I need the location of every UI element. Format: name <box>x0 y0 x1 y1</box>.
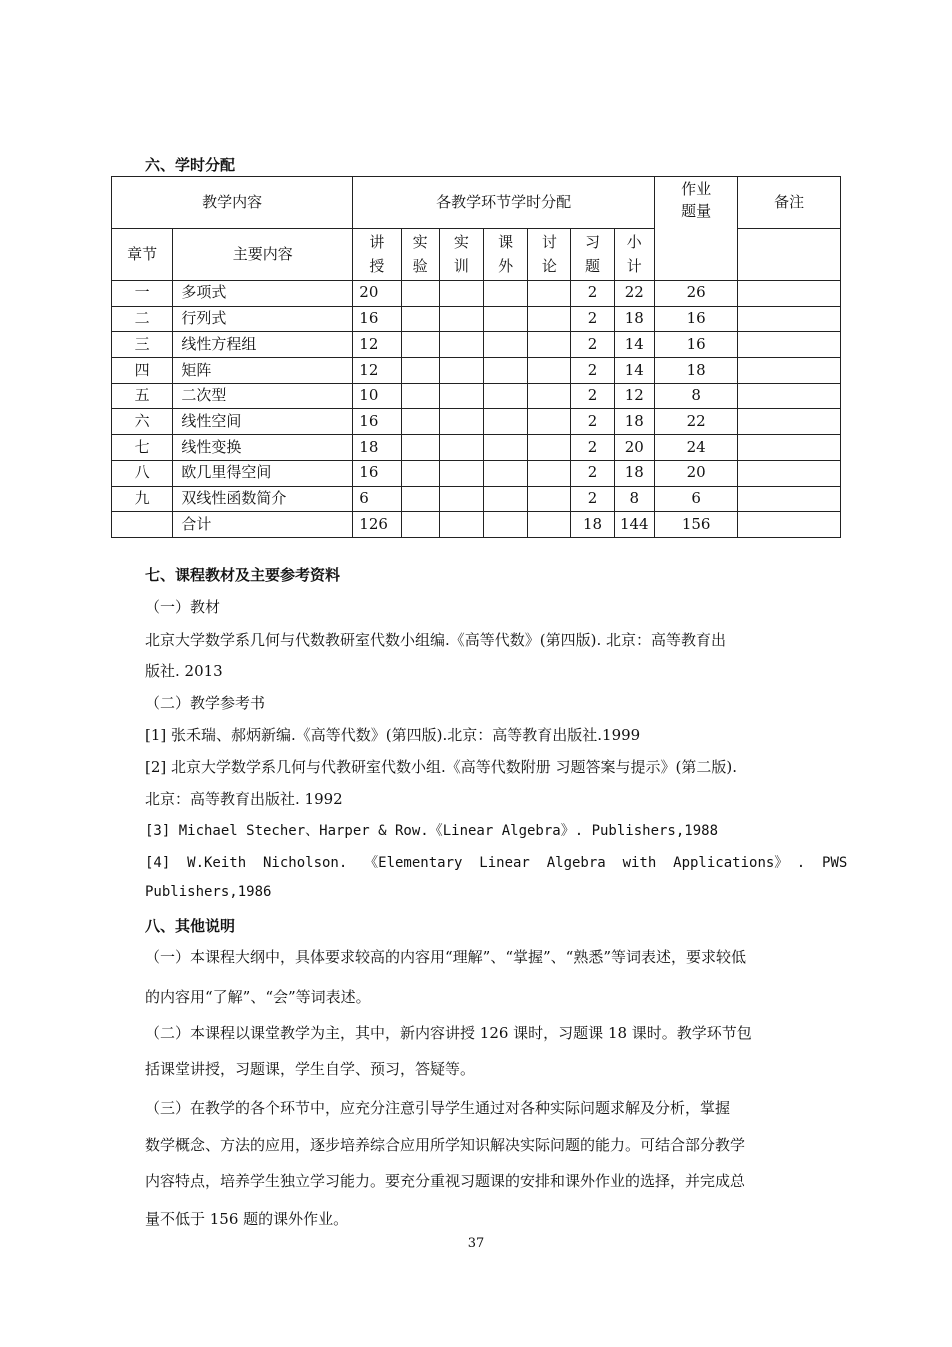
textbook-line-2: 版社. 2013 <box>145 662 223 680</box>
section-6-title: 六、学时分配 <box>145 156 236 174</box>
cell-subtotal: 8 <box>614 486 654 512</box>
cell-chapter: 二 <box>112 306 173 332</box>
cell-experiment <box>401 281 439 307</box>
table-row <box>112 281 841 307</box>
header-exercise: 习 题 <box>571 229 614 281</box>
cell-exercise: 2 <box>571 281 614 307</box>
note-3-line-1: （三）在教学的各个环节中，应充分注意引导学生通过对各种实际问题求解及分析，掌握 <box>145 1099 731 1117</box>
cell-experiment <box>401 486 439 512</box>
cell-notes <box>738 281 841 307</box>
cell-homework: 20 <box>654 460 737 486</box>
cell-homework: 156 <box>654 512 737 538</box>
cell-chapter: 四 <box>112 358 173 384</box>
note-1-line-1: （一）本课程大纲中，具体要求较高的内容用“理解”、“掌握”、“熟悉”等词表述，要求较低 <box>145 948 747 966</box>
cell-discussion <box>528 332 571 358</box>
cell-homework: 24 <box>654 435 737 461</box>
cell-subtotal: 14 <box>614 332 654 358</box>
reference-1: [1] 张禾瑞、郝炳新编.《高等代数》(第四版).北京：高等教育出版社.1999 <box>145 726 641 744</box>
header-chapter: 章节 <box>112 229 173 281</box>
section-7-title: 七、课程教材及主要参考资料 <box>145 566 341 584</box>
cell-homework: 22 <box>654 409 737 435</box>
notes-empty-cell <box>738 229 841 281</box>
cell-extracurricular <box>483 306 527 332</box>
table-row <box>112 306 841 332</box>
cell-discussion <box>528 383 571 409</box>
cell-practical <box>439 435 483 461</box>
reference-4-line-1: [4] W.Keith Nicholson. 《Elementary Linear Algebra with Applications》 . PWS <box>145 855 848 871</box>
cell-lecture: 12 <box>353 358 401 384</box>
cell-lecture: 12 <box>353 332 401 358</box>
cell-content: 矩阵 <box>173 358 353 384</box>
cell-extracurricular <box>483 409 527 435</box>
section-8-title: 八、其他说明 <box>145 917 236 935</box>
cell-discussion <box>528 281 571 307</box>
cell-experiment <box>401 332 439 358</box>
cell-homework: 6 <box>654 486 737 512</box>
reference-4-line-2: Publishers,1986 <box>145 884 272 900</box>
cell-exercise: 2 <box>571 306 614 332</box>
cell-subtotal: 144 <box>614 512 654 538</box>
textbook-line-1: 北京大学数学系几何与代数教研室代数小组编.《高等代数》(第四版). 北京：高等教育出 <box>145 631 727 649</box>
table-row <box>112 460 841 486</box>
reference-3: [3] Michael Stecher、Harper & Row.《Linear Algebra》. Publishers,1988 <box>145 823 719 839</box>
header-experiment: 实 验 <box>401 229 439 281</box>
note-1-line-2: 的内容用“了解”、“会”等词表述。 <box>145 988 371 1006</box>
cell-exercise: 2 <box>571 486 614 512</box>
cell-chapter: 九 <box>112 486 173 512</box>
cell-experiment <box>401 383 439 409</box>
table-row <box>112 383 841 409</box>
cell-extracurricular <box>483 435 527 461</box>
cell-lecture: 16 <box>353 306 401 332</box>
cell-discussion <box>528 409 571 435</box>
cell-notes <box>738 332 841 358</box>
cell-chapter: 七 <box>112 435 173 461</box>
cell-exercise: 2 <box>571 383 614 409</box>
cell-extracurricular <box>483 332 527 358</box>
cell-discussion <box>528 358 571 384</box>
cell-content: 线性方程组 <box>173 332 353 358</box>
table-row <box>112 435 841 461</box>
cell-exercise: 2 <box>571 332 614 358</box>
cell-exercise: 2 <box>571 435 614 461</box>
table-body <box>112 281 841 538</box>
header-subtotal: 小 计 <box>614 229 654 281</box>
cell-homework: 26 <box>654 281 737 307</box>
cell-experiment <box>401 435 439 461</box>
cell-extracurricular <box>483 486 527 512</box>
cell-experiment <box>401 358 439 384</box>
cell-discussion <box>528 460 571 486</box>
header-teaching-content: 教学内容 <box>112 177 353 229</box>
reference-2-line-2: 北京：高等教育出版社. 1992 <box>145 790 343 808</box>
cell-extracurricular <box>483 383 527 409</box>
cell-chapter <box>112 512 173 538</box>
cell-subtotal: 18 <box>614 460 654 486</box>
cell-practical <box>439 460 483 486</box>
cell-practical <box>439 306 483 332</box>
cell-practical <box>439 281 483 307</box>
cell-exercise: 2 <box>571 358 614 384</box>
cell-subtotal: 18 <box>614 306 654 332</box>
cell-practical <box>439 358 483 384</box>
cell-discussion <box>528 512 571 538</box>
cell-lecture: 20 <box>353 281 401 307</box>
cell-extracurricular <box>483 460 527 486</box>
cell-chapter: 三 <box>112 332 173 358</box>
cell-experiment <box>401 409 439 435</box>
page-number: 37 <box>467 1236 485 1251</box>
note-2-line-2: 括课堂讲授，习题课，学生自学、预习，答疑等。 <box>145 1060 476 1078</box>
cell-lecture: 10 <box>353 383 401 409</box>
cell-experiment <box>401 306 439 332</box>
cell-exercise: 2 <box>571 409 614 435</box>
cell-practical <box>439 409 483 435</box>
header-notes: 备注 <box>738 177 841 229</box>
reference-2-line-1: [2] 北京大学数学系几何与代教研室代数小组.《高等代数附册 习题答案与提示》(第二版). <box>145 758 738 776</box>
cell-chapter: 一 <box>112 281 173 307</box>
header-discussion: 讨 论 <box>528 229 571 281</box>
header-lecture: 讲 授 <box>353 229 401 281</box>
textbook-label: （一）教材 <box>145 598 221 616</box>
cell-homework: 16 <box>654 332 737 358</box>
cell-lecture: 16 <box>353 460 401 486</box>
table-row <box>112 486 841 512</box>
cell-subtotal: 14 <box>614 358 654 384</box>
cell-notes <box>738 383 841 409</box>
cell-content: 双线性函数简介 <box>173 486 353 512</box>
cell-exercise: 2 <box>571 460 614 486</box>
cell-content: 欧几里得空间 <box>173 460 353 486</box>
cell-notes <box>738 358 841 384</box>
cell-subtotal: 12 <box>614 383 654 409</box>
cell-practical <box>439 332 483 358</box>
cell-content: 多项式 <box>173 281 353 307</box>
cell-practical <box>439 512 483 538</box>
cell-extracurricular <box>483 281 527 307</box>
cell-notes <box>738 486 841 512</box>
cell-chapter: 五 <box>112 383 173 409</box>
header-main-content: 主要内容 <box>173 229 353 281</box>
cell-content: 线性变换 <box>173 435 353 461</box>
cell-subtotal: 18 <box>614 409 654 435</box>
cell-experiment <box>401 460 439 486</box>
cell-exercise: 18 <box>571 512 614 538</box>
cell-homework: 16 <box>654 306 737 332</box>
header-extracurricular: 课 外 <box>483 229 527 281</box>
cell-notes <box>738 460 841 486</box>
header-hours-allocation: 各教学环节学时分配 <box>353 177 655 229</box>
cell-content: 二次型 <box>173 383 353 409</box>
cell-subtotal: 20 <box>614 435 654 461</box>
table-row <box>112 512 841 538</box>
cell-homework: 8 <box>654 383 737 409</box>
note-3-line-2: 数学概念、方法的应用，逐步培养综合应用所学知识解决实际问题的能力。可结合部分教学 <box>145 1136 746 1154</box>
cell-practical <box>439 486 483 512</box>
cell-lecture: 6 <box>353 486 401 512</box>
cell-content: 线性空间 <box>173 409 353 435</box>
cell-notes <box>738 306 841 332</box>
cell-extracurricular <box>483 512 527 538</box>
note-3-line-3: 内容特点，培养学生独立学习能力。要充分重视习题课的安排和课外作业的选择，并完成总 <box>145 1172 746 1190</box>
cell-chapter: 六 <box>112 409 173 435</box>
hours-allocation-table <box>111 176 841 538</box>
table-row <box>112 409 841 435</box>
cell-extracurricular <box>483 358 527 384</box>
cell-notes <box>738 512 841 538</box>
table-row <box>112 332 841 358</box>
cell-discussion <box>528 435 571 461</box>
cell-subtotal: 22 <box>614 281 654 307</box>
header-homework: 作业 题量 <box>654 177 737 281</box>
cell-discussion <box>528 486 571 512</box>
refs-label: （二）教学参考书 <box>145 694 266 712</box>
note-3-line-4: 量不低于 156 题的课外作业。 <box>145 1210 349 1228</box>
cell-lecture: 18 <box>353 435 401 461</box>
cell-content: 合计 <box>173 512 353 538</box>
cell-lecture: 126 <box>353 512 401 538</box>
cell-experiment <box>401 512 439 538</box>
cell-practical <box>439 383 483 409</box>
cell-chapter: 八 <box>112 460 173 486</box>
note-2-line-1: （二）本课程以课堂教学为主，其中，新内容讲授 126 课时，习题课 18 课时。教学环节包 <box>145 1024 752 1042</box>
header-practical: 实 训 <box>439 229 483 281</box>
cell-discussion <box>528 306 571 332</box>
table-row <box>112 358 841 384</box>
cell-homework: 18 <box>654 358 737 384</box>
cell-lecture: 16 <box>353 409 401 435</box>
cell-notes <box>738 435 841 461</box>
cell-notes <box>738 409 841 435</box>
cell-content: 行列式 <box>173 306 353 332</box>
